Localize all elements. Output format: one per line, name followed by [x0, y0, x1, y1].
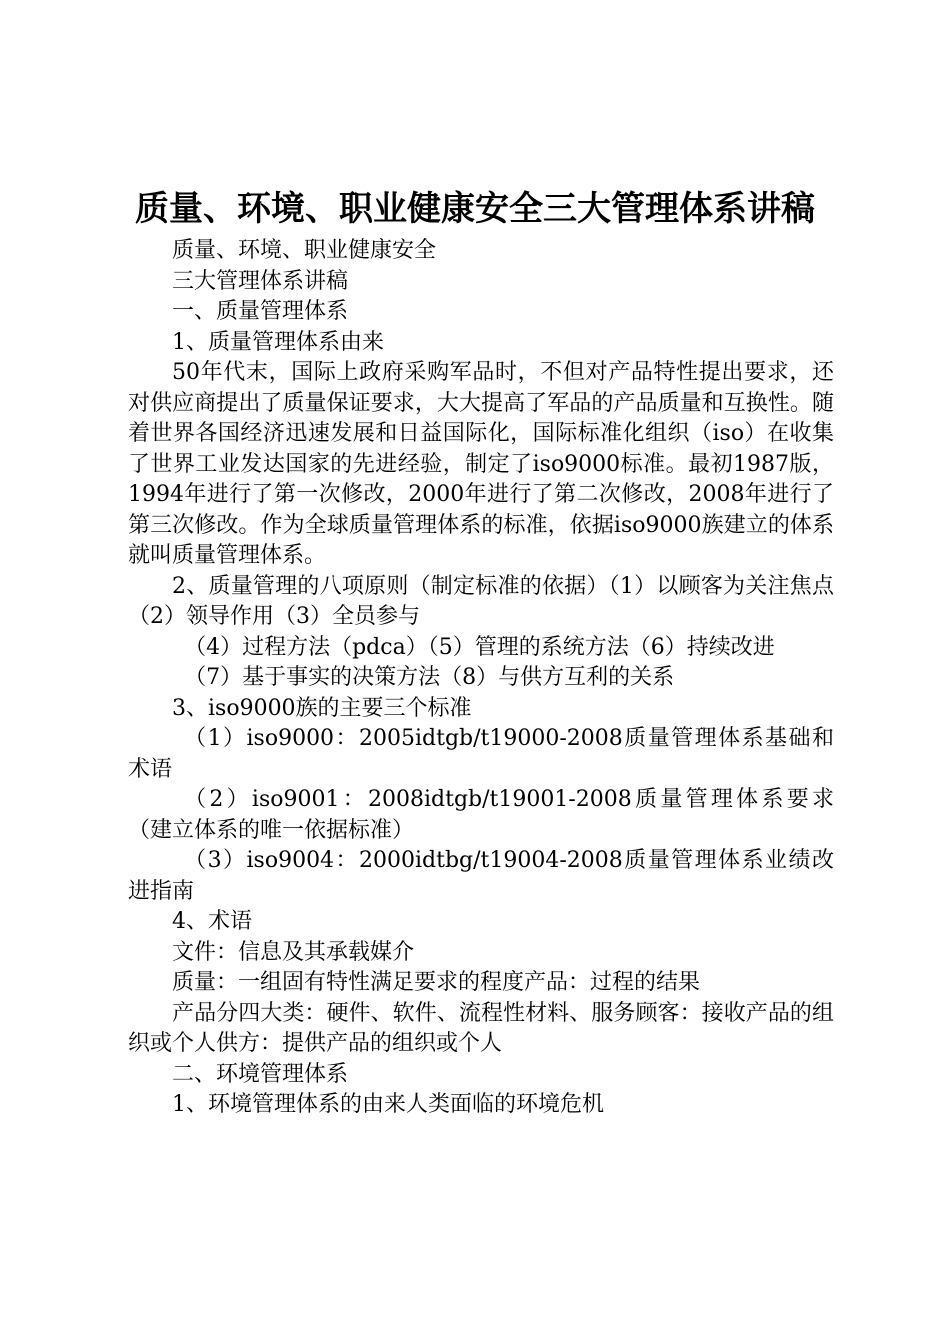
subsection-heading: 1、环境管理体系的由来人类面临的环境危机 [172, 1092, 604, 1117]
list-item: （1）iso9000：2005idtgb/t19000-2008质量管理体系基础和术语 [128, 726, 834, 782]
paragraph: （4）过程方法（pdca）（5）管理的系统方法（6）持续改进 [184, 634, 775, 660]
paragraph: （7）基于事实的决策方法（8）与供方互利的关系 [184, 665, 675, 690]
paragraph: 质量、环境、职业健康安全 [172, 238, 437, 263]
paragraph: 2、质量管理的八项原则（制定标准的依据）（1）以顾客为关注焦点（2）领导作用（3）全员参与 [128, 573, 834, 629]
paragraph: 质量：一组固有特性满足要求的程度产品：过程的结果 [172, 970, 701, 995]
paragraph: 文件：信息及其承载媒介 [172, 939, 415, 965]
list-item: （3）iso9004：2000idtbg/t19004-2008质量管理体系业绩改进指南 [128, 848, 834, 904]
list-item: （2）iso9001：2008idtgb/t19001-2008质量管理体系要求（建立体系的唯一依据标准） [128, 787, 834, 843]
paragraph: 三大管理体系讲稿 [172, 268, 349, 294]
document-body [128, 236, 834, 1121]
section-heading: 一、质量管理体系 [172, 299, 349, 324]
section-heading: 二、环境管理体系 [172, 1061, 349, 1087]
document-title: 质量、环境、职业健康安全三大管理体系讲稿 [135, 189, 815, 229]
subsection-heading: 3、iso9000族的主要三个标准 [172, 695, 472, 721]
paragraph: 产品分四大类：硬件、软件、流程性材料、服务顾客：接收产品的组织或个人供方：提供产品的组织或个人 [128, 1000, 834, 1056]
subsection-heading: 4、术语 [172, 909, 252, 934]
subsection-heading: 1、质量管理体系由来 [172, 329, 384, 355]
paragraph: 50年代末，国际上政府采购军品时，不但对产品特性提出要求，还对供应商提出了质量保证要求，大大提高了军品的产品质量和互换性。随着世界各国经济迅速发展和日益国际化，国际标准化组织（iso）在收集了世界工业发达国家的先进经验，制定了iso9000标准。最初1987版，1994年进行了第一次修改，2000年进行了第二次修改，2008年进行了第三次修改。作为全球质量管理体系的标准，依据iso9000族建立的体系就叫质量管理体系。 [128, 360, 834, 568]
